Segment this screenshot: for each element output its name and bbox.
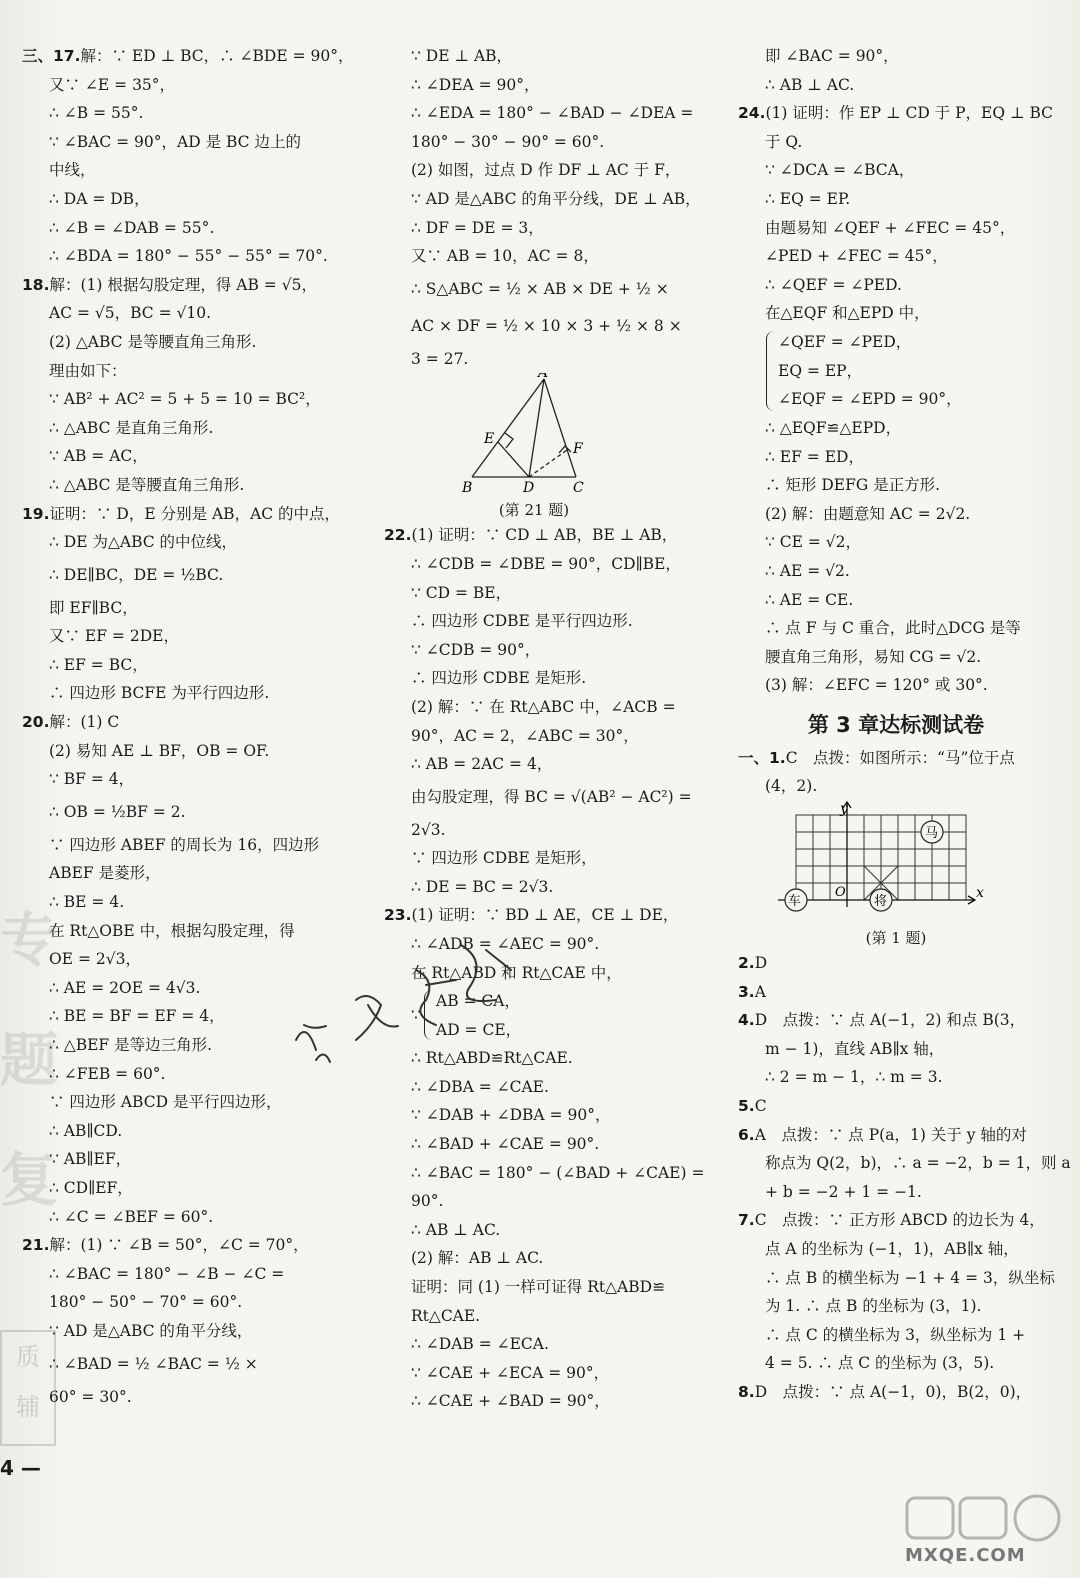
line-text: ∴ 四边形 CDBE 是矩形. xyxy=(411,669,587,688)
line-text: ∴ DE 为△ABC 的中位线， xyxy=(49,533,238,552)
answer-line xyxy=(384,1273,684,1302)
line-text: (2) 解：AB ⊥ AC. xyxy=(411,1249,544,1268)
answer-line xyxy=(22,765,334,794)
question-line xyxy=(738,1378,1054,1407)
line-text: 解：∵ ED ⊥ BC，∴ ∠BDE = 90°， xyxy=(80,47,354,65)
answer-line xyxy=(22,651,334,680)
figure-21-caption: (第 21 题) xyxy=(498,501,570,520)
brace-line: EQ = EP， xyxy=(778,361,863,380)
line-text: ∴ AE = CE. xyxy=(765,590,854,609)
line-text: 3 = 27. xyxy=(411,349,469,368)
line-text: ∴ △EQF≌△EPD， xyxy=(765,418,902,437)
question-line xyxy=(738,978,1054,1007)
answer-line xyxy=(384,693,684,722)
question-number: 23. xyxy=(384,906,412,925)
line-text: ∵ ∠DCA = ∠BCA， xyxy=(765,161,915,180)
brace-line: ∠QEF = ∠PED， xyxy=(778,332,912,351)
line-text: 为 1. ∴ 点 B 的坐标为 (3，1). xyxy=(765,1297,982,1316)
answer-line xyxy=(738,1178,1054,1207)
piece-che: 车 xyxy=(788,894,802,910)
line-text: ∴ 四边形 CDBE 是平行四边形. xyxy=(411,612,633,631)
line-text: (2) 易知 AE ⊥ BF，OB = OF. xyxy=(49,741,270,760)
line-text: 称点为 Q(2，b)，∴ a = −2，b = 1，则 a xyxy=(765,1154,1071,1173)
answer-line xyxy=(738,299,1054,328)
answer-line xyxy=(22,1088,334,1117)
answer-line xyxy=(738,586,1054,615)
line-text: ∴ ∠B = 55°. xyxy=(49,104,144,123)
line-text: 理由如下： xyxy=(49,361,127,380)
line-text: ∴ AB = 2AC = 4， xyxy=(411,755,553,774)
answer-line xyxy=(738,643,1054,672)
answer-line xyxy=(384,1387,684,1416)
answer-line xyxy=(22,1203,334,1232)
line-text: ∴ ∠DBA = ∠CAE. xyxy=(411,1077,549,1096)
figure-1 xyxy=(738,801,1054,949)
answer-line xyxy=(738,414,1054,443)
answer-line xyxy=(384,636,684,665)
label-d: D xyxy=(523,480,535,494)
answer-line xyxy=(384,99,694,128)
question-line xyxy=(22,271,334,300)
answer-line xyxy=(22,71,334,100)
answer-line xyxy=(384,550,684,579)
line-text: ∴ ∠DAB = ∠ECA. xyxy=(411,1335,549,1354)
line-text: (2) 如图，过点 D 作 DF ⊥ AC 于 F， xyxy=(411,161,681,180)
answer-line xyxy=(22,442,334,471)
answer-line xyxy=(384,1359,684,1388)
line-text: 在△EQF 和△EPD 中， xyxy=(765,304,930,323)
answer-line xyxy=(22,214,334,243)
line-text: ∵ AD 是△ABC 的角平分线，DE ⊥ AB， xyxy=(411,189,701,208)
line-text: 90°，AC = 2，∠ABC = 30°， xyxy=(411,726,639,745)
answer-line xyxy=(384,1130,684,1159)
line-text: ∵ ∠CAE + ∠ECA = 90°， xyxy=(411,1363,610,1382)
line-text: A 点拨：∵ 点 P(a，1) 关于 y 轴的对 xyxy=(754,1125,1027,1144)
question-number: 19. xyxy=(22,504,50,523)
line-text: (1) 证明：∵ CD ⊥ AB，BE ⊥ AB， xyxy=(411,526,678,545)
answer-line xyxy=(22,1174,334,1203)
page-number: 4 — xyxy=(0,1456,41,1480)
line-text: D 点拨：∵ 点 A(−1，0)，B(2，0)， xyxy=(754,1382,1032,1401)
brace-line: ∠EQF = ∠EPD = 90°， xyxy=(778,390,962,409)
background-seal: 质 辅 xyxy=(0,1330,56,1446)
line-text: 在 Rt△ABD 和 Rt△CAE 中， xyxy=(411,963,622,982)
answer-line xyxy=(738,557,1054,586)
line-text: ∴ ∠BDA = 180° − 55° − 55° = 70°. xyxy=(49,247,328,266)
answer-line xyxy=(384,1159,705,1188)
line-text: ∴ ∠EDA = 180° − ∠BAD − ∠DEA = xyxy=(411,104,694,123)
answer-line xyxy=(738,1063,1054,1092)
line-text: ∴ AE = 2OE = 4√3. xyxy=(49,978,201,997)
line-text: (1) 证明：∵ BD ⊥ AE，CE ⊥ DE， xyxy=(411,906,679,925)
line-text: ∴ Rt△ABD≌Rt△CAE. xyxy=(411,1049,573,1068)
line-text: ∵ AB∥EF， xyxy=(49,1150,132,1169)
answer-line xyxy=(22,594,334,623)
question-line xyxy=(738,1006,1054,1035)
question-number: 3. xyxy=(738,982,755,1001)
line-text: 又∵ AB = 10，AC = 8， xyxy=(411,247,599,266)
line-text: ∴ ∠BAC = 180° − ∠B − ∠C = xyxy=(49,1264,285,1283)
line-text: ∵ 四边形 CDBE 是矩形， xyxy=(411,849,597,868)
answer-line xyxy=(22,357,334,386)
line-text: ∴ △ABC 是直角三角形. xyxy=(49,418,214,437)
line-text: ∴ ∠B = ∠DAB = 55°. xyxy=(49,218,215,237)
axis-x-label: x xyxy=(976,885,984,902)
line-text: ∵ AB² + AC² = 5 + 5 = 10 = BC²， xyxy=(49,390,321,409)
answer-line xyxy=(384,128,684,157)
line-text: ∴ 点 B 的横坐标为 −1 + 4 = 3，纵坐标 xyxy=(765,1268,1055,1287)
question-number: 4. xyxy=(738,1011,755,1030)
label-b: B xyxy=(462,480,473,494)
line-text: ∴ BE = 4. xyxy=(49,893,125,912)
column-2 xyxy=(384,42,705,1416)
answer-line xyxy=(384,873,684,902)
line-text: 2√3. xyxy=(411,820,446,839)
answer-line xyxy=(384,664,684,693)
question-number: 三、17. xyxy=(22,47,81,65)
figure-1-caption: (第 1 题) xyxy=(865,929,927,948)
answer-line xyxy=(22,528,334,557)
answer-line xyxy=(738,1264,1054,1293)
line-text: ∴ OB = ½BF = 2. xyxy=(49,802,186,821)
question-line xyxy=(738,744,1054,773)
answer-line xyxy=(384,1244,684,1273)
line-text: 又∵ ∠E = 35°， xyxy=(49,75,176,94)
answer-line xyxy=(738,614,1054,643)
answer-line xyxy=(738,128,1054,157)
line-text: ∵ 四边形 ABEF 的周长为 16，四边形 xyxy=(49,835,320,854)
line-text: 180° − 50° − 70° = 60°. xyxy=(49,1293,243,1312)
line-text: ∴ EF = BC， xyxy=(49,655,148,674)
line-text: 在 Rt△OBE 中，根据勾股定理，得 xyxy=(49,921,295,940)
line-text: 由题易知 ∠QEF + ∠FEC = 45°， xyxy=(765,218,1016,237)
line-text: ∵ ∠CDB = 90°， xyxy=(411,640,541,659)
answer-line xyxy=(384,42,684,71)
line-text: ∴ 点 C 的横坐标为 3，纵坐标为 1 + xyxy=(765,1325,1026,1344)
line-text: ∴ 2 = m − 1，∴ m = 3. xyxy=(765,1068,943,1087)
line-text: 又∵ EF = 2DE， xyxy=(49,627,179,646)
question-number: 22. xyxy=(384,526,412,545)
answer-line xyxy=(384,779,692,816)
label-e: E xyxy=(484,431,495,448)
answer-line xyxy=(738,500,1054,529)
line-text: D 点拨：∵ 点 A(−1，2) 和点 B(3， xyxy=(754,1011,1026,1030)
answer-line xyxy=(738,1321,1054,1350)
axis-y-label: y xyxy=(840,801,848,818)
answer-line xyxy=(384,579,684,608)
line-text: 4 = 5. ∴ 点 C 的坐标为 (3，5). xyxy=(765,1354,995,1373)
answer-line xyxy=(384,271,684,308)
answer-line xyxy=(22,1260,334,1289)
line-text: ∵ AB = AC， xyxy=(49,447,148,466)
answer-line xyxy=(22,156,334,185)
line-text: ABEF 是菱形， xyxy=(49,864,161,883)
label-a: A xyxy=(538,373,549,382)
answer-line xyxy=(22,414,334,443)
answer-line xyxy=(384,722,684,751)
line-text: ∴ 四边形 BCFE 为平行四边形. xyxy=(49,684,270,703)
question-line xyxy=(738,1206,1054,1235)
answer-line xyxy=(738,1349,1054,1378)
line-text: ∴ AB ⊥ AC. xyxy=(411,1220,501,1239)
handwriting-scribble xyxy=(286,930,546,1080)
line-text: ∵ CE = √2， xyxy=(765,533,862,552)
answer-line xyxy=(738,1035,1054,1064)
question-line xyxy=(384,901,684,930)
answer-line xyxy=(384,1302,684,1331)
line-text: 由勾股定理，得 BC = √(AB² − AC²) = xyxy=(411,787,692,806)
line-text: ∴ ∠ADB = ∠AEC = 90°. xyxy=(411,935,600,954)
line-text: ∴ AB ⊥ AC. xyxy=(765,75,855,94)
answer-line xyxy=(22,557,334,594)
question-line xyxy=(22,42,354,71)
answer-line xyxy=(738,443,1054,472)
line-text: C 点拨：如图所示：“马”位于点 xyxy=(785,748,1015,767)
chessboard-grid xyxy=(738,801,1054,921)
answer-line xyxy=(22,385,334,414)
line-text: 解：(1) 根据勾股定理，得 AB = √5， xyxy=(49,275,317,294)
line-text: ∵ BF = 4， xyxy=(49,770,135,789)
answer-line xyxy=(738,271,1054,300)
brace-prefix: ∵ xyxy=(411,1006,421,1025)
line-text: ∴ AB∥CD. xyxy=(49,1121,123,1140)
answer-line xyxy=(22,99,334,128)
label-c: C xyxy=(573,480,584,494)
line-text: ∴ ∠BAD = ½ ∠BAC = ½ × xyxy=(49,1354,258,1373)
answer-line xyxy=(22,737,334,766)
line-text: 90°. xyxy=(411,1192,444,1211)
brace-24 xyxy=(738,328,1054,414)
origin-label: O xyxy=(835,885,846,901)
line-text: (3) 解：∠EFC = 120° 或 30°. xyxy=(765,676,988,695)
line-text: (2) △ABC 是等腰直角三角形. xyxy=(49,332,257,351)
question-number: 24. xyxy=(738,104,766,123)
answer-line xyxy=(22,622,334,651)
piece-ma: 马 xyxy=(925,826,939,842)
answer-line xyxy=(384,214,684,243)
line-text: ∴ ∠BAD + ∠CAE = 90°. xyxy=(411,1135,600,1154)
line-text: ∵ DE ⊥ AB， xyxy=(411,47,513,65)
line-text: ∴ ∠FEB = 60°. xyxy=(49,1064,166,1083)
question-number: 7. xyxy=(738,1211,755,1230)
question-line xyxy=(22,500,341,529)
piece-jiang: 将 xyxy=(874,894,888,910)
line-text: 于 Q. xyxy=(765,132,803,151)
background-stamp: 专 题 复 xyxy=(0,906,59,1214)
line-text: ∴ ∠C = ∠BEF = 60°. xyxy=(49,1207,214,1226)
line-text: 60° = 30°. xyxy=(49,1387,132,1406)
question-number: 2. xyxy=(738,954,755,973)
line-text: D xyxy=(754,954,768,973)
answer-line xyxy=(738,1292,1054,1321)
question-line xyxy=(738,949,1054,978)
line-text: ∵ ∠BAC = 90°，AD 是 BC 边上的 xyxy=(49,132,301,151)
column-1 xyxy=(22,42,354,1411)
question-line xyxy=(384,521,684,550)
line-text: 证明：同 (1) 一样可证得 Rt△ABD≌ xyxy=(411,1278,666,1296)
question-line xyxy=(22,1231,334,1260)
line-text: 解：(1) ∵ ∠B = 50°，∠C = 70°， xyxy=(49,1236,309,1255)
answer-line xyxy=(384,71,684,100)
answer-line xyxy=(22,185,334,214)
answer-line xyxy=(384,185,701,214)
line-text: ∴ △BEF 是等边三角形. xyxy=(49,1036,213,1054)
question-line xyxy=(738,1092,1054,1121)
answer-line xyxy=(384,1187,684,1216)
line-text: ∴ ∠QEF = ∠PED. xyxy=(765,275,902,294)
line-text: ∴ ∠CAE + ∠BAD = 90°， xyxy=(411,1392,610,1411)
line-text: ∴ 矩形 DEFG 是正方形. xyxy=(765,476,941,495)
line-text: ∵ 四边形 ABCD 是平行四边形， xyxy=(49,1093,282,1112)
line-text: ∴ DA = DB， xyxy=(49,189,150,208)
answer-line xyxy=(22,471,334,500)
question-number: 6. xyxy=(738,1125,755,1144)
answer-line xyxy=(738,214,1054,243)
answer-line xyxy=(738,185,1054,214)
answer-line xyxy=(738,156,1054,185)
label-f: F xyxy=(573,441,583,458)
line-text: 解：(1) C xyxy=(49,713,120,732)
answer-line xyxy=(738,528,1054,557)
line-text: ∴ ∠BAC = 180° − (∠BAD + ∠CAE) = xyxy=(411,1163,705,1182)
line-text: ∴ S△ABC = ½ × AB × DE + ½ × xyxy=(411,279,669,298)
line-text: (4，2). xyxy=(765,777,818,796)
answer-line xyxy=(384,1216,684,1245)
line-text: AC = √5，BC = √10. xyxy=(49,304,212,323)
answer-line xyxy=(22,1383,334,1412)
answer-line xyxy=(384,345,684,374)
answer-line xyxy=(384,844,684,873)
line-text: 中线， xyxy=(49,161,96,180)
answer-line xyxy=(384,242,684,271)
question-number: 21. xyxy=(22,1236,50,1255)
question-number: 8. xyxy=(738,1382,755,1401)
line-text: ∴ BE = BF = EF = 4， xyxy=(49,1007,225,1026)
line-text: ∴ DE∥BC，DE = ½BC. xyxy=(49,565,224,584)
line-text: 即 ∠BAC = 90°， xyxy=(765,47,899,65)
answer-line xyxy=(738,671,1054,700)
line-text: (2) 解：∵ 在 Rt△ABC 中，∠ACB = xyxy=(411,697,676,716)
brace-line: AD = CE， xyxy=(436,1020,522,1039)
line-text: 证明：∵ D，E 分别是 AB，AC 的中点， xyxy=(49,504,341,523)
answer-line xyxy=(738,471,1054,500)
line-text: + b = −2 + 1 = −1. xyxy=(765,1182,922,1201)
answer-line xyxy=(384,1330,684,1359)
line-text: C xyxy=(754,1097,767,1116)
brace-line: AB = CA， xyxy=(436,992,520,1011)
line-text: (1) 证明：作 EP ⊥ CD 于 P，EQ ⊥ BC xyxy=(765,104,1054,123)
line-text: m − 1)，直线 AB∥x 轴， xyxy=(765,1039,945,1058)
answer-line xyxy=(22,1145,334,1174)
answer-line xyxy=(22,1346,334,1383)
answer-line xyxy=(22,1288,334,1317)
question-line xyxy=(738,1121,1054,1150)
triangle-diagram xyxy=(384,373,684,493)
answer-line xyxy=(22,831,334,860)
answer-line xyxy=(738,1235,1054,1264)
answer-line xyxy=(22,1117,334,1146)
line-text: ∴ ∠CDB = ∠DBE = 90°，CD∥BE， xyxy=(411,554,681,573)
answer-line xyxy=(384,1101,684,1130)
line-text: 点 A 的坐标为 (−1，1)，AB∥x 轴， xyxy=(765,1240,1019,1258)
line-text: ∵ ∠DAB + ∠DBA = 90°， xyxy=(411,1106,611,1125)
line-text: ∴ EQ = EP. xyxy=(765,189,851,208)
figure-21 xyxy=(384,373,684,521)
line-text: C 点拨：∵ 正方形 ABCD 的边长为 4， xyxy=(754,1211,1045,1230)
watermark-url: MXQE.COM xyxy=(905,1545,1026,1566)
answer-line xyxy=(384,156,684,185)
line-text: Rt△CAE. xyxy=(411,1306,481,1325)
line-text: OE = 2√3， xyxy=(49,950,141,969)
answer-line xyxy=(384,816,684,845)
question-line xyxy=(22,708,334,737)
line-text: ∴ ∠DEA = 90°， xyxy=(411,75,540,94)
line-text: ∴ DF = DE = 3， xyxy=(411,218,544,237)
line-text: 180° − 30° − 90° = 60°. xyxy=(411,132,605,151)
answer-line xyxy=(22,1317,334,1346)
line-text: ∵ AD 是△ABC 的角平分线， xyxy=(49,1321,253,1340)
line-text: ∠PED + ∠FEC = 45°， xyxy=(765,247,948,266)
line-text: ∵ CD = BE， xyxy=(411,583,512,602)
line-text: 腰直角三角形，易知 CG = √2. xyxy=(765,647,982,666)
answer-line xyxy=(22,794,334,831)
question-number: 20. xyxy=(22,713,50,732)
line-text: ∴ △ABC 是等腰直角三角形. xyxy=(49,475,245,494)
answer-line xyxy=(738,71,1054,100)
line-text: ∴ AE = √2. xyxy=(765,561,850,580)
chapter-heading: 第 3 章达标测试卷 xyxy=(807,712,985,737)
question-number: 5. xyxy=(738,1097,755,1116)
answer-line xyxy=(22,299,334,328)
line-text: ∴ EF = ED， xyxy=(765,447,864,466)
answer-line xyxy=(384,607,684,636)
question-number: 一、1. xyxy=(738,748,786,767)
line-text: AC × DF = ½ × 10 × 3 + ½ × 8 × xyxy=(411,316,682,335)
answer-line xyxy=(738,42,1054,71)
answer-line xyxy=(738,772,1054,801)
answer-line xyxy=(22,242,334,271)
line-text: A xyxy=(754,982,766,1001)
answer-line xyxy=(738,1149,1071,1178)
answer-line xyxy=(738,242,1054,271)
column-3 xyxy=(738,42,1071,1407)
line-text: ∴ 点 F 与 C 重合，此时△DCG 是等 xyxy=(765,619,1021,638)
answer-line xyxy=(384,750,684,779)
answer-line xyxy=(384,308,684,345)
question-number: 18. xyxy=(22,275,50,294)
answer-line xyxy=(22,679,334,708)
question-line xyxy=(738,99,1054,128)
answer-line xyxy=(22,859,334,888)
answer-line xyxy=(22,888,334,917)
answer-line xyxy=(22,328,334,357)
answer-line xyxy=(22,128,334,157)
line-text: (2) 解：由题意知 AC = 2√2. xyxy=(765,504,971,523)
line-text: ∴ DE = BC = 2√3. xyxy=(411,877,554,896)
line-text: 即 EF∥BC， xyxy=(49,598,138,617)
line-text: ∴ CD∥EF， xyxy=(49,1178,133,1197)
